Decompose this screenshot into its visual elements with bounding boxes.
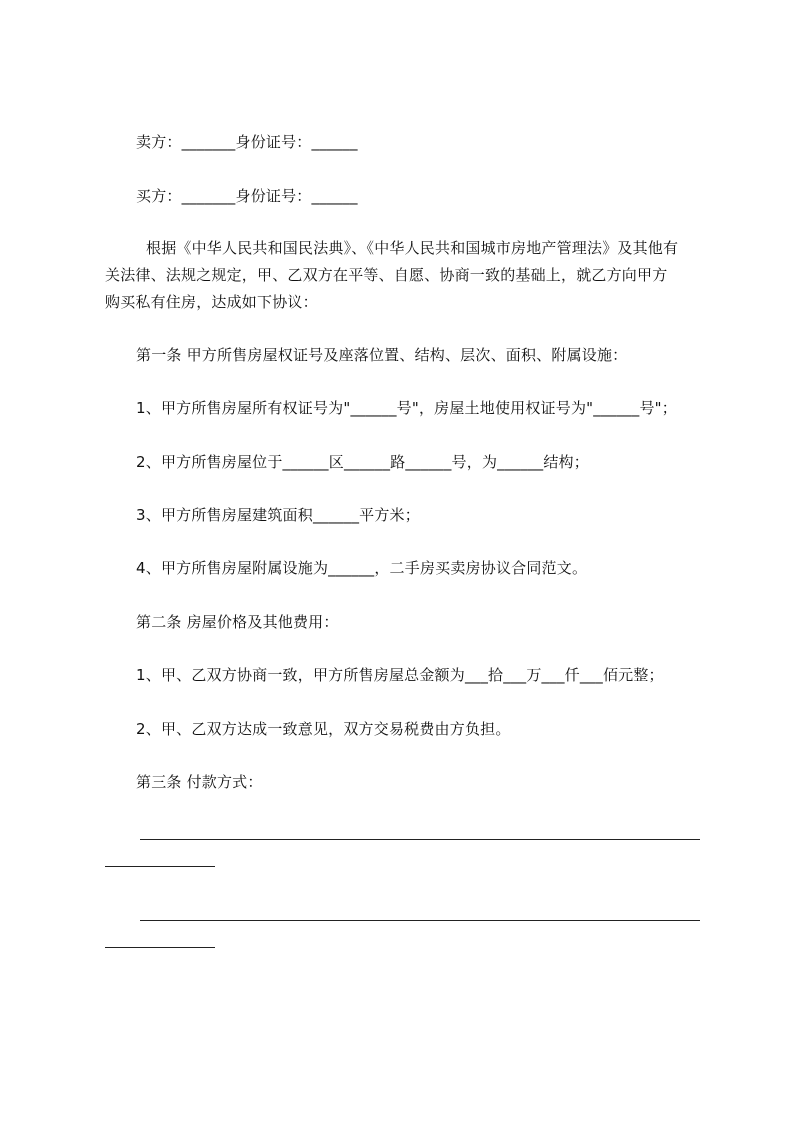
article-2-item-1: 1、甲、乙双方协商一致，甲方所售房屋总金额为___拾___万___仟___佰元整； (136, 666, 664, 684)
preamble-line-3: 购买私有住房，达成如下协议： (105, 293, 318, 311)
article-1-item-3: 3、甲方所售房屋建筑面积______平方米； (136, 506, 420, 524)
payment-blank-line-1b (105, 866, 215, 867)
payment-blank-line-1a (140, 839, 700, 840)
seller-line: 卖方：_______身份证号：______ (136, 133, 358, 151)
article-1-item-2: 2、甲方所售房屋位于______区______路______号，为______结构； (136, 453, 589, 471)
article-1-title: 第一条 甲方所售房屋权证号及座落位置、结构、层次、面积、附属设施： (136, 346, 628, 364)
article-1-item-4: 4、甲方所售房屋附属设施为______，二手房买卖房协议合同范文。 (136, 559, 588, 577)
payment-blank-line-2b (105, 947, 215, 948)
preamble-line-2: 关法律、法规之规定，甲、乙双方在平等、自愿、协商一致的基础上，就乙方向甲方 (105, 266, 668, 284)
article-2-item-2: 2、甲、乙双方达成一致意见，双方交易税费由方负担。 (136, 720, 511, 738)
article-1-item-1: 1、甲方所售房屋所有权证号为"______号"，房屋土地使用权证号为"______号"； (136, 399, 677, 417)
preamble-line-1: 根据《中华人民共和国民法典》、《中华人民共和国城市房地产管理法》及其他有 (146, 239, 679, 257)
payment-blank-line-2a (140, 920, 700, 921)
article-3-title: 第三条 付款方式： (136, 773, 263, 791)
buyer-line: 买方：_______身份证号：______ (136, 187, 358, 205)
article-2-title: 第二条 房屋价格及其他费用： (136, 613, 339, 631)
